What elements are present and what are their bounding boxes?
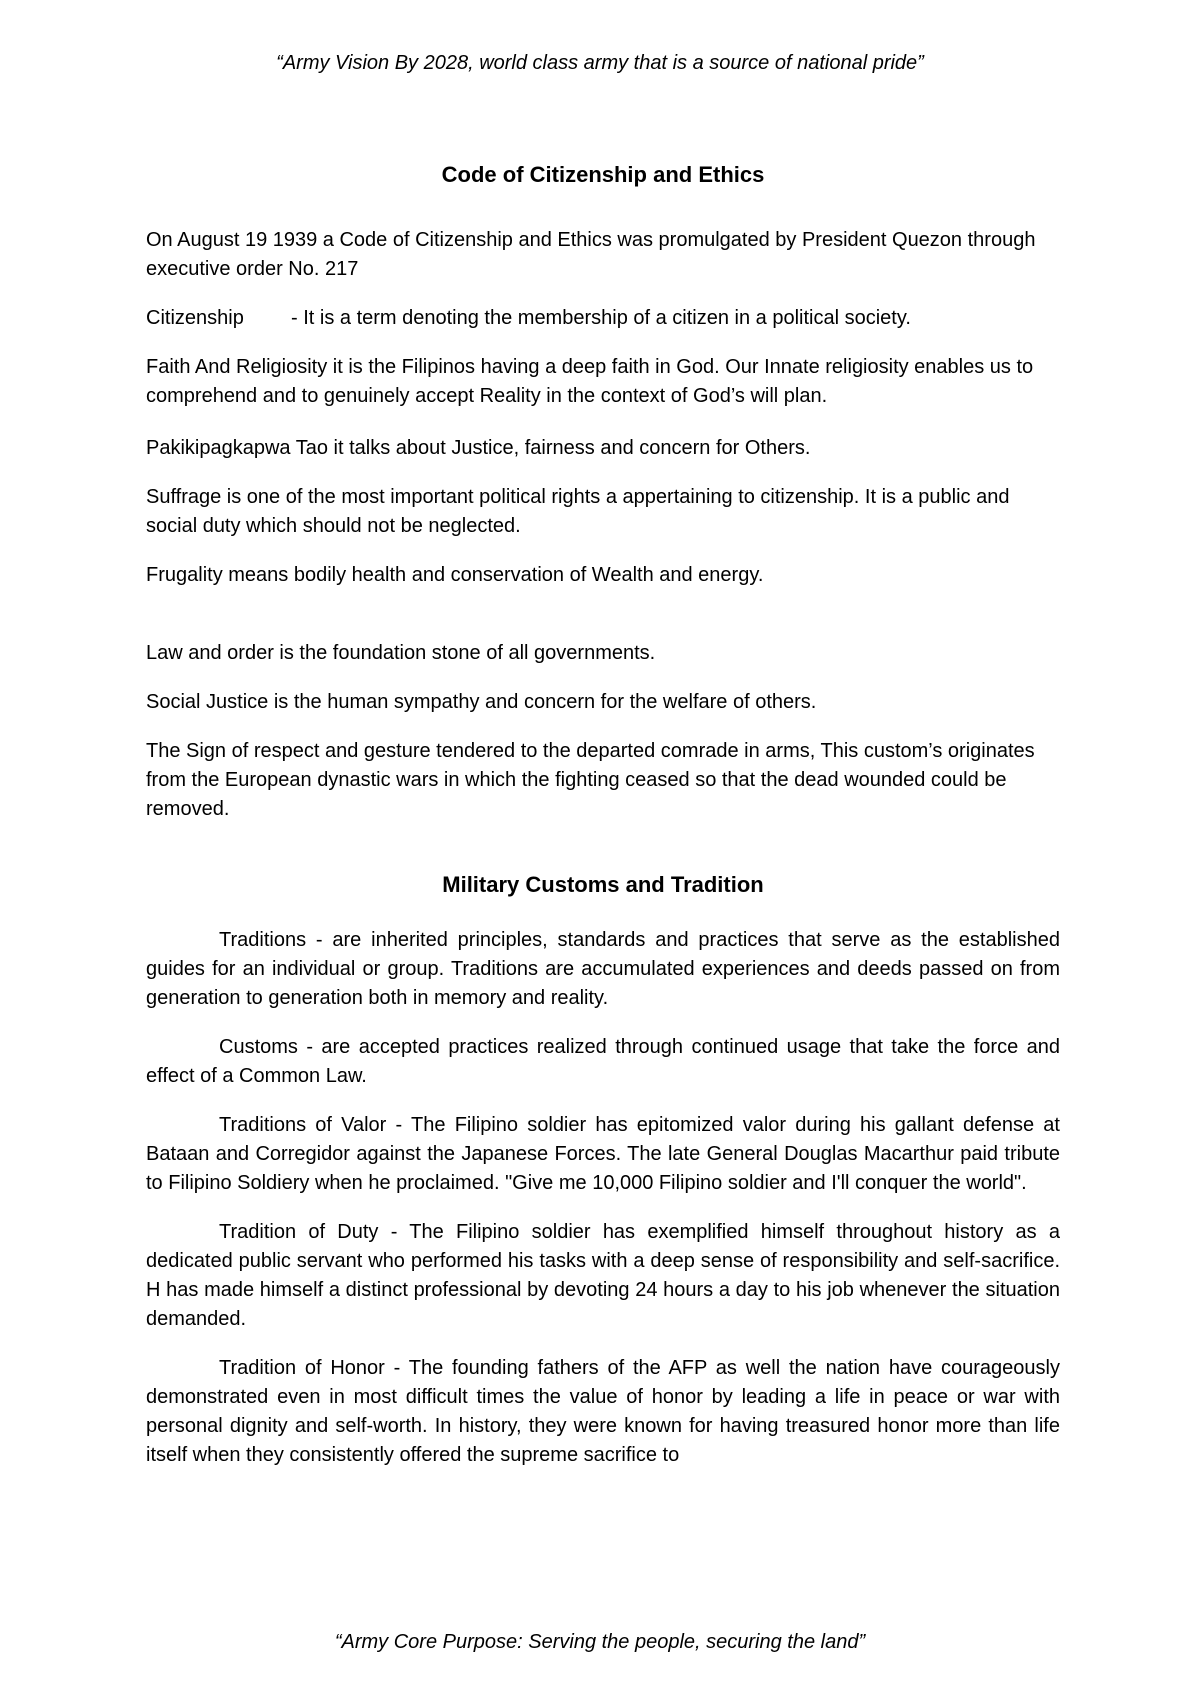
page-footer: “Army Core Purpose: Serving the people, securing the land” xyxy=(334,1631,866,1653)
paragraph-intro: On August 19 1939 a Code of Citizenship and Ethics was promulgated by President Quezon through executive order No. 217 xyxy=(146,229,1036,280)
paragraph-duty: Tradition of Duty - The Filipino soldier has exemplified himself throughout history as a dedicated public servant who performed his tasks with a deep sense of responsibility and self-sacrifice. H has made himself a distinct professional by devoting 24 hours a day to his job whenever the situation demanded. xyxy=(146,1221,1060,1330)
paragraph-pakikipagkapwa: Pakikipagkapwa Tao it talks about Justice, fairness and concern for Others. xyxy=(146,437,811,459)
paragraph-citizenship xyxy=(146,304,1060,333)
paragraph-customs: Customs - are accepted practices realized through continued usage that take the force and effect of a Common Law. xyxy=(146,1036,1060,1087)
paragraph-faith: Faith And Religiosity it is the Filipinos having a deep faith in God. Our Innate religiosity enables us to comprehend and to genuinely accept Reality in the context of God’s will plan. xyxy=(146,356,1034,407)
definition-citizenship: - It is a term denoting the membership of a citizen in a political society. xyxy=(291,307,911,329)
section-title-code-of-citizenship: Code of Citizenship and Ethics xyxy=(441,162,765,187)
section-title-military-customs: Military Customs and Tradition xyxy=(442,872,764,897)
paragraph-honor: Tradition of Honor - The founding fathers of the AFP as well the nation have courageously demonstrated even in most difficult times the value of honor by leading a life in peace or war with personal dignity and self-worth. In history, they were known for having treasured honor more than life itself when they consistently offered the supreme sacrifice to xyxy=(146,1357,1060,1466)
paragraph-valor: Traditions of Valor - The Filipino soldier has epitomized valor during his gallant defense at Bataan and Corregidor against the Japanese Forces. The late General Douglas Macarthur paid tribute to Filipino Soldiery when he proclaimed. "Give me 10,000 Filipino soldier and I'll conquer the world". xyxy=(146,1114,1060,1194)
paragraph-traditions: Traditions - are inherited principles, standards and practices that serve as the established guides for an individual or group. Traditions are accumulated experiences and deeds passed on from generation to generation both in memory and reality. xyxy=(146,929,1060,1009)
page-content xyxy=(146,158,1060,1470)
paragraph-law-order: Law and order is the foundation stone of all governments. xyxy=(146,642,656,664)
paragraph-frugality: Frugality means bodily health and conservation of Wealth and energy. xyxy=(146,564,764,586)
paragraph-suffrage: Suffrage is one of the most important political rights a appertaining to citizenship. It is a public and social duty which should not be neglected. xyxy=(146,486,1010,537)
paragraph-social-justice: Social Justice is the human sympathy and concern for the welfare of others. xyxy=(146,691,817,713)
paragraph-sign-of-respect: The Sign of respect and gesture tendered to the departed comrade in arms, This custom’s originates from the European dynastic wars in which the fighting ceased so that the dead wounded could be removed. xyxy=(146,740,1035,820)
page-header: “Army Vision By 2028, world class army that is a source of national pride” xyxy=(276,52,924,74)
term-citizenship: Citizenship xyxy=(146,307,244,329)
